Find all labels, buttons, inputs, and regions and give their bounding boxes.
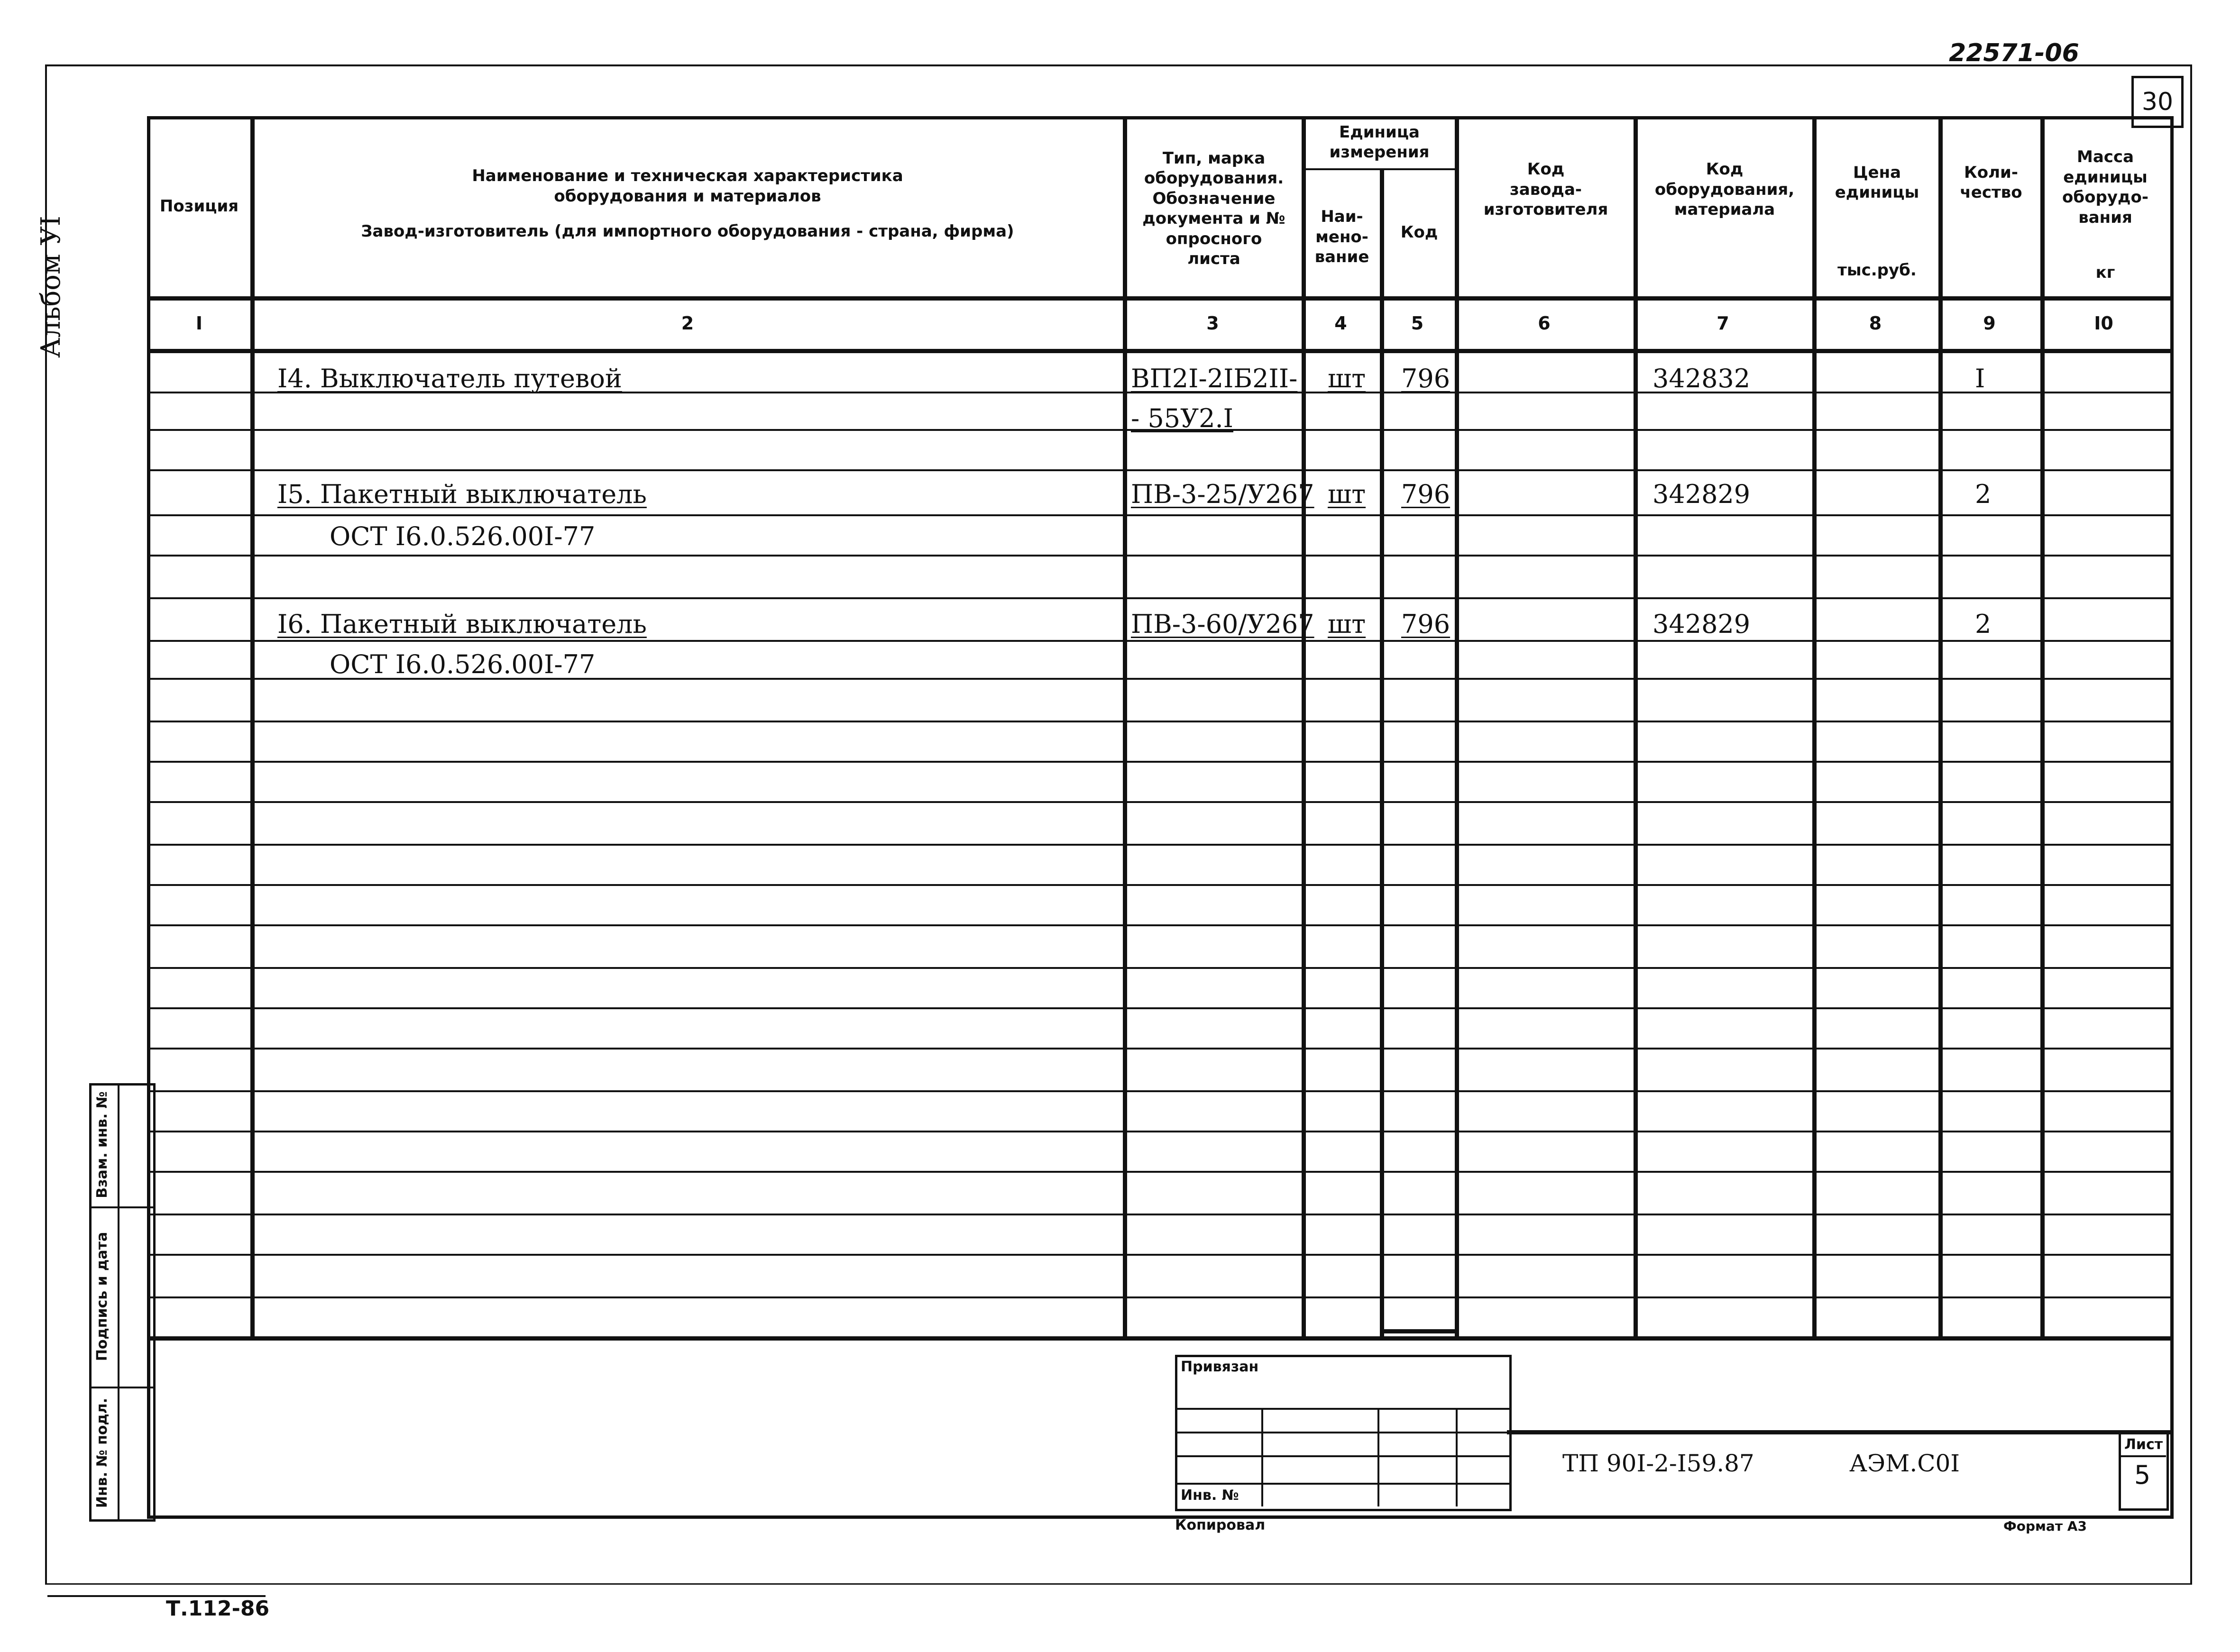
table-row-line [147,555,2170,557]
header-mass: Масса единицы оборудо- вания [2062,147,2148,227]
header-position: Позиция [159,196,239,216]
col-divider-2 [1123,116,1127,1336]
row-14-qty: I [1975,364,1985,393]
row-14-type-cont: - 55У2.I [1131,403,1233,433]
header-qty: Коли- чество [1960,163,2022,202]
bound-vline-1 [1261,1408,1263,1506]
table-row-line [147,469,2170,471]
bound-line-2 [1175,1432,1512,1433]
col-divider-8 [1938,116,1943,1336]
footer-code: Т.112-86 [166,1597,270,1621]
row-15-standard: ОСТ I6.0.526.00I-77 [330,521,596,551]
header-bottom-line [147,296,2170,301]
table-row-line [147,761,2170,763]
colnum-10: I0 [2094,313,2113,334]
col-divider-1 [250,116,255,1336]
table-row-line [147,967,2170,969]
header-equip-code: Код оборудования, материала [1654,160,1795,219]
row-16-code: 796 [1401,609,1450,639]
col-divider-3 [1302,116,1306,1336]
bound-label: Привязан [1181,1359,1259,1375]
colnum-2: 2 [681,313,694,334]
bound-line-1 [1175,1408,1512,1410]
bound-vline-3 [1456,1408,1458,1506]
header-unit-code: Код [1400,222,1438,242]
header-name-line3: Завод-изготовитель (для импортного оборудования - страна, фирма) [361,222,1014,241]
table-row-line [147,640,2170,642]
row-15-name: I5. Пакетный выключатель [277,479,647,509]
row-14-equip-code: 342832 [1652,364,1751,393]
colnum-3: 3 [1206,313,1219,334]
inv-label: Инв. № [1181,1487,1239,1504]
table-row-line [147,801,2170,803]
header-mass-unit: кг [2095,263,2115,282]
row-15-qty: 2 [1975,479,1992,509]
unit-group-line [1302,168,1455,170]
header-unit-name: Наи- мено- вание [1314,207,1369,267]
colnum-9: 9 [1983,313,1996,334]
col-divider-9 [2040,116,2045,1336]
side-stamp-original-inv: Инв. № подл. [94,1397,110,1508]
colnum-6: 6 [1538,313,1551,334]
side-stamp-divider [118,1083,119,1519]
title-block-top [1507,1430,2171,1434]
document-code: 22571-06 [1949,39,2079,67]
row-16-qty: 2 [1975,609,1992,639]
format-label: Формат А3 [2003,1518,2087,1534]
header-price-unit: тыс.руб. [1837,260,1917,280]
row-14-unit: шт [1328,364,1366,393]
row-15-unit: шт [1328,479,1366,509]
table-row-line [147,1048,2170,1050]
header-name-line1: Наименование и техническая характеристика [472,166,903,186]
album-code: АЭМ.С0I [1849,1450,1960,1477]
table-row-line [147,721,2170,722]
header-type: Тип, марка оборудования. Обозначение документа и № опросного листа [1142,148,1285,268]
header-price: Цена единицы [1835,163,1919,202]
table-row-line [147,924,2170,926]
row-16-type: ПВ-3-60/У267 [1131,609,1314,639]
table-row-line [147,1254,2170,1256]
side-stamp-signature-date: Подпись и дата [94,1232,110,1361]
colnum-1: I [195,313,203,334]
side-stamp-sep-2 [89,1387,153,1388]
col-divider-5 [1455,116,1459,1336]
header-unit-group: Единица измерения [1329,122,1430,162]
side-stamp-sep-1 [89,1206,153,1208]
sheet-label: Лист [2124,1436,2163,1453]
table-row-line [147,1171,2170,1173]
row-16-standard: ОСТ I6.0.526.00I-77 [330,649,596,679]
colnum-bottom-line [147,349,2170,353]
table-row-line [147,1214,2170,1215]
col-divider-4 [1380,168,1384,1336]
table-row-line [147,1131,2170,1132]
colnum-7: 7 [1717,313,1729,334]
sheet-corner-number: 30 [2141,88,2174,116]
sheet-number-divider [2119,1455,2166,1457]
sheet-number: 5 [2134,1460,2151,1490]
colnum-5: 5 [1411,313,1424,334]
colnum-8: 8 [1869,313,1882,334]
row-14-name: I4. Выключатель путевой [277,364,622,393]
colnum-4: 4 [1334,313,1347,334]
table-row-line [147,514,2170,516]
table-row-line [147,597,2170,599]
album-label: Альбом УI [36,216,66,358]
table-body-bottom [147,1336,2170,1341]
col-divider-6 [1634,116,1638,1336]
header-name [256,156,1119,251]
row-15-code: 796 [1401,479,1450,509]
side-stamp-replace-inv: Взам. инв. № [94,1091,110,1198]
bound-vline-2 [1377,1408,1379,1506]
col-divider-7 [1812,116,1817,1336]
table-row-line [147,1007,2170,1009]
row-15-equip-code: 342829 [1652,479,1751,509]
row-15-type: ПВ-3-25/У267 [1131,479,1314,509]
table-row-line [147,1090,2170,1092]
designation: ТП 90I-2-I59.87 [1562,1450,1754,1477]
bound-line-3 [1175,1455,1512,1457]
table-row-line [147,844,2170,846]
row-14-code: 796 [1401,364,1450,393]
header-maker-code: Код завода- изготовителя [1483,160,1608,219]
bound-line-4 [1175,1483,1512,1485]
unit-code-bottom [1380,1329,1458,1333]
row-16-equip-code: 342829 [1652,609,1751,639]
table-row-line [147,884,2170,886]
table-row-line [147,1296,2170,1298]
row-14-type: ВП2I-2IБ2II- [1131,364,1298,393]
header-name-line2: оборудования и материалов [554,186,821,206]
copied-label: Копировал [1175,1517,1266,1533]
row-16-name: I6. Пакетный выключатель [277,609,647,639]
row-16-unit: шт [1328,609,1366,639]
